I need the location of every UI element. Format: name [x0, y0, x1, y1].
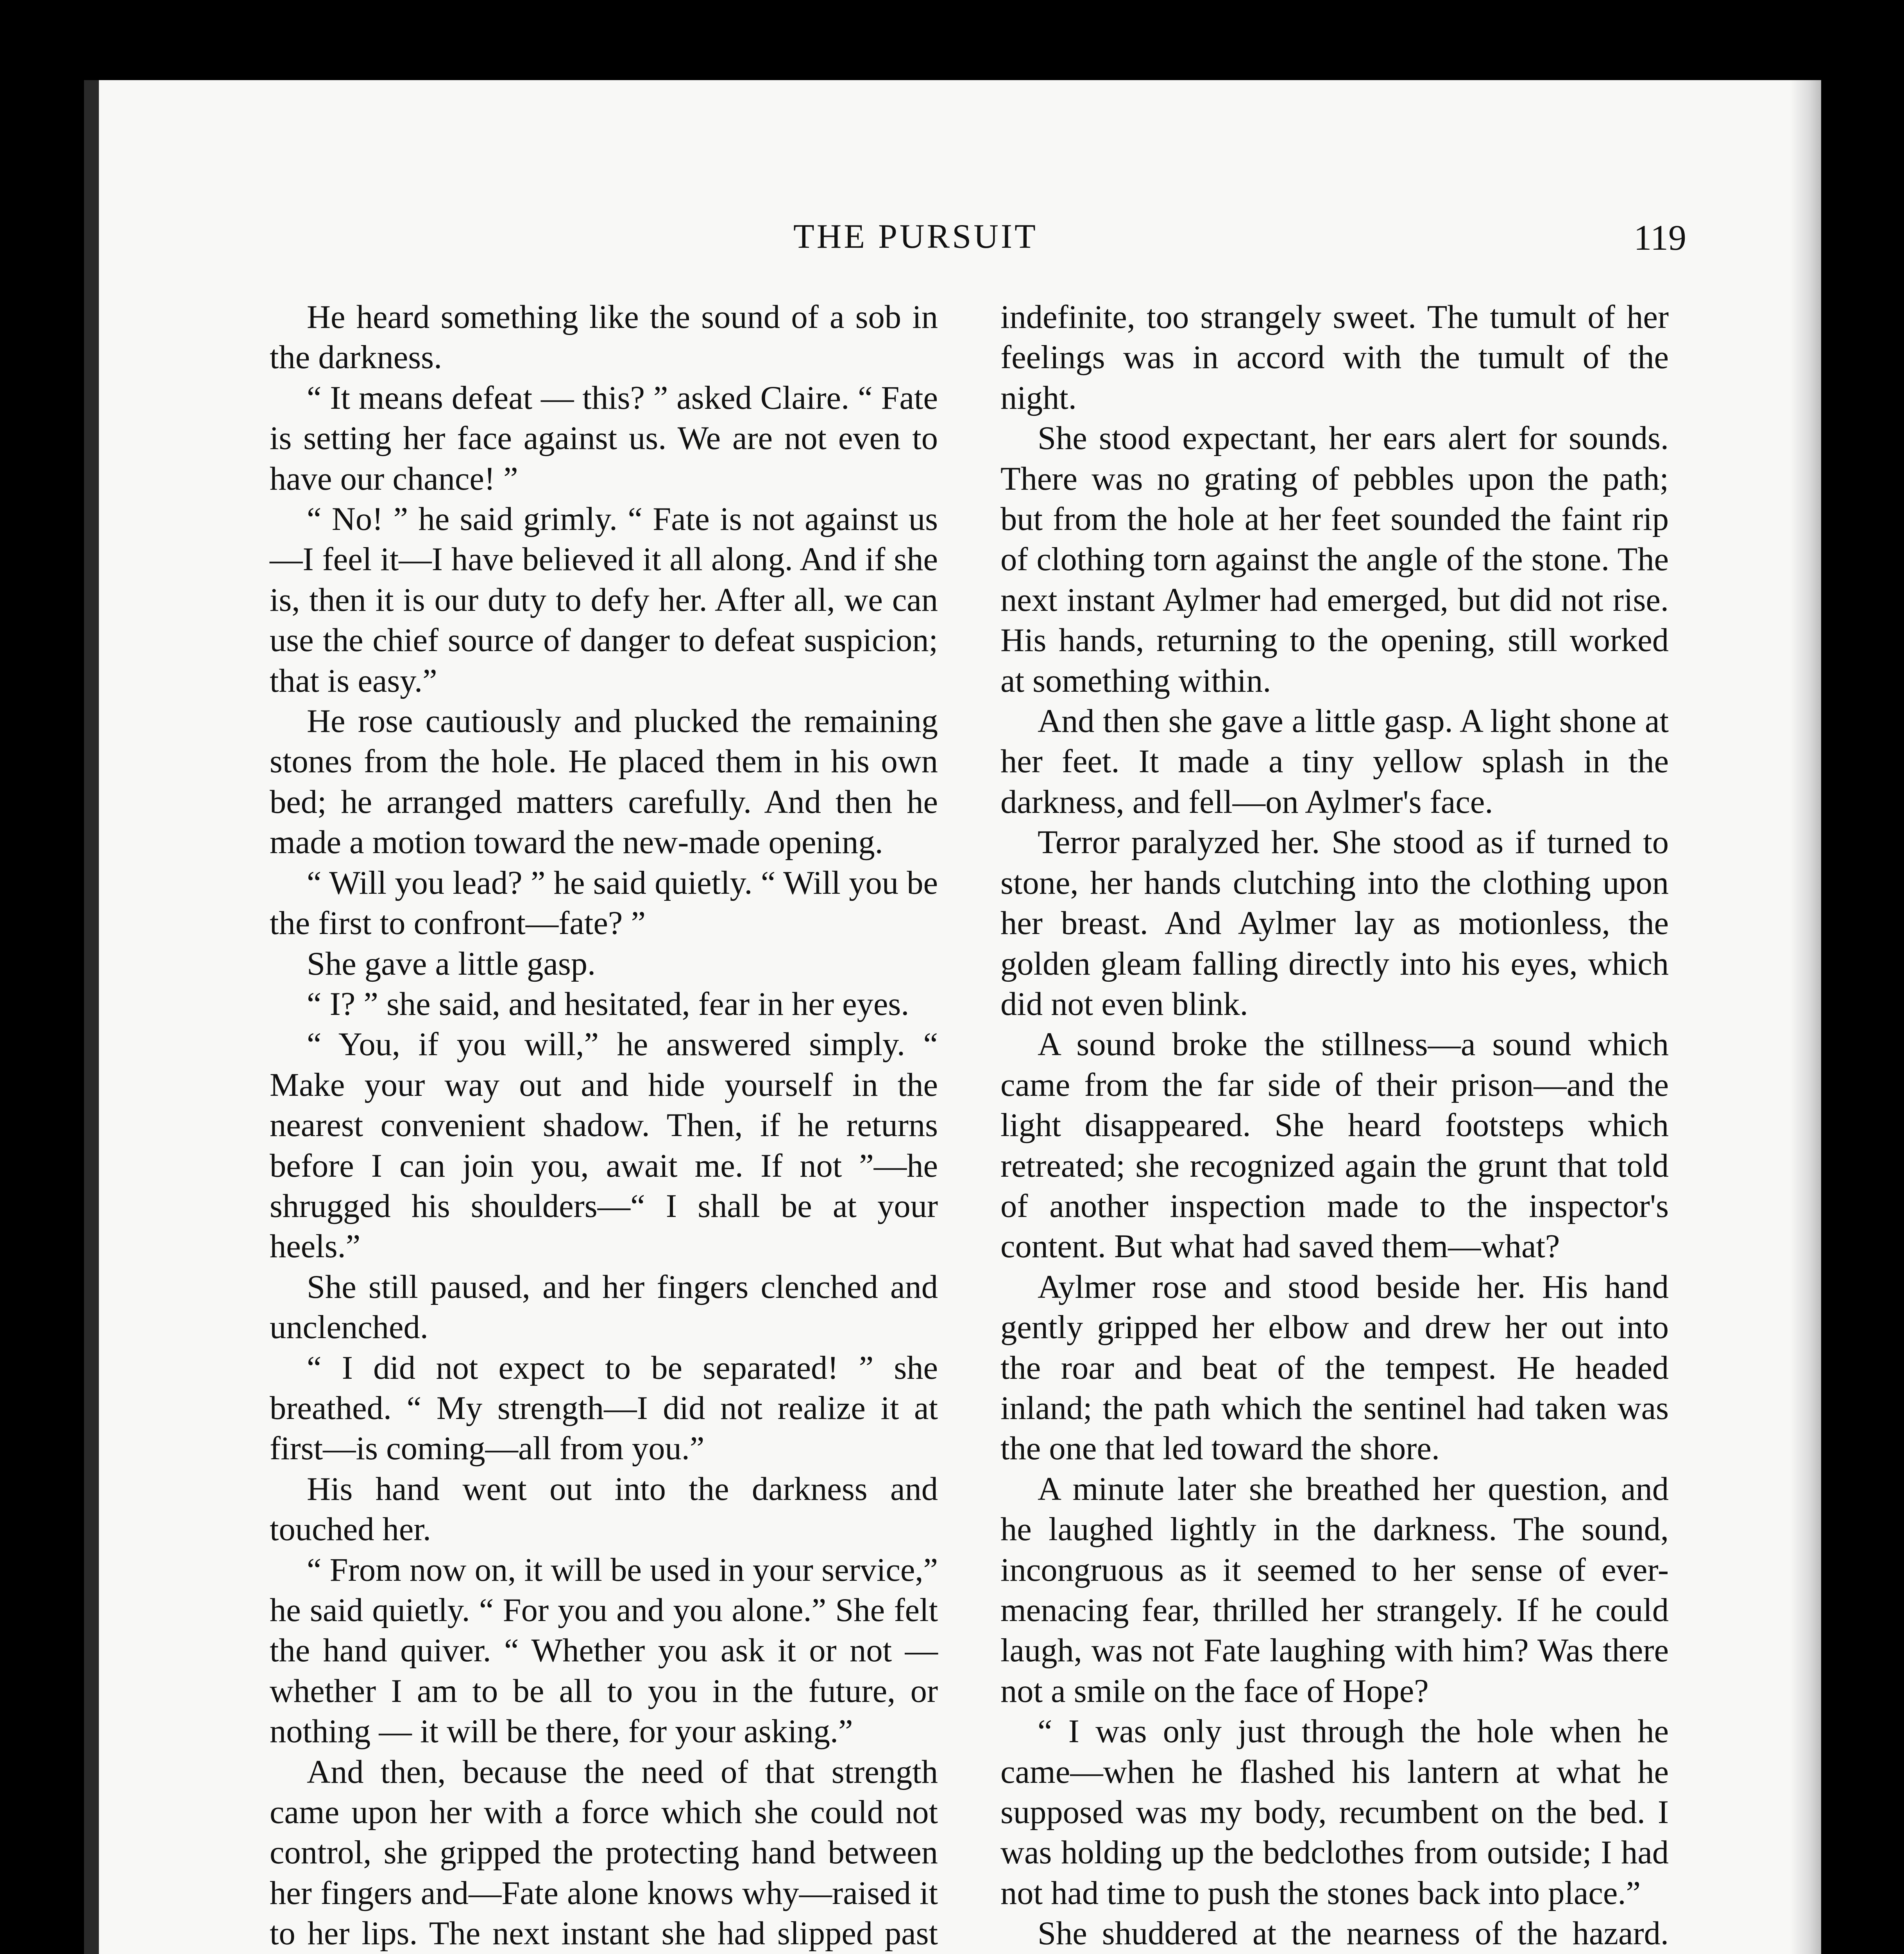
paragraph: “ You, if you will,” he answered simply. “ Make your way out and hide yourself in the nearest convenient shadow. Then, if he returns before I can join you, await me. If not ”—he shrugged his shoulders—“ I shall be at your heels.”	[270, 1026, 938, 1265]
paragraph: “ I did not expect to be separated! ” she breathed. “ My strength—I did not realize it at first—is coming—all from you.”	[270, 1349, 938, 1467]
paragraph: And then she gave a little gasp. A light shone at her feet. It made a tiny yellow splash in the darkness, and fell—on Aylmer's face.	[1000, 703, 1669, 820]
paragraph: And then, because the need of that strength came upon her with a force which she could not control, she gripped the protecting hand between her fingers and—Fate alone knows why—raised it to her lips. The next instant she had slipped past	[270, 1754, 938, 1952]
paragraph: A minute later she breathed her question, and he laughed lightly in the darkness. The sound, incongruous as it seemed to her sense of ever-menacing fear, thrilled her strangely. If he could laugh, was not Fate laughing with him? Was there not a smile on the face of Hope?	[1000, 1471, 1669, 1709]
paragraph: “ From now on, it will be used in your service,” he said quietly. “ For you and you alone.” She felt the hand quiver. “ Whether you ask it or not — whether I am to be all to you in the future, or nothing — it will be there, for your asking.”	[270, 1551, 938, 1750]
paragraph: She stood expectant, her ears alert for sounds. There was no grating of pebbles upon the path; but from the hole at her feet sounded the faint rip of clothing torn against the angle of the stone. The next instant Aylmer had emerged, but did not rise. His hands, returning to the opening, still worked at something within.	[1000, 420, 1669, 699]
page-edge-shadow	[1790, 80, 1821, 1954]
paragraph: He rose cautiously and plucked the remaining stones from the hole. He placed them in his own bed; he arranged matters carefully. And then he made a motion toward the new-made opening.	[270, 703, 938, 861]
page-number: 119	[1634, 218, 1686, 258]
right-column	[1000, 297, 1669, 1954]
left-column	[270, 297, 938, 1954]
paragraph: She still paused, and her fingers clenched and unclenched.	[270, 1269, 938, 1346]
running-head: THE PURSUIT	[793, 218, 1038, 256]
page-header	[270, 217, 1686, 260]
paragraph-continuation: indefinite, too strangely sweet. The tumult of her feelings was in accord with the tumult of the night.	[1000, 299, 1669, 416]
page-gutter-shadow	[84, 80, 99, 1954]
paragraph: She gave a little gasp.	[307, 945, 596, 982]
paragraph: “ It means defeat — this? ” asked Claire. “ Fate is setting her face against us. We are not even to have our chance! ”	[270, 379, 938, 497]
paragraph: A sound broke the stillness—a sound which came from the far side of their prison—and the light disappeared. She heard footsteps which retreated; she recognized again the grunt that told of another inspection made to the inspector's content. But what had saved them—what?	[1000, 1026, 1669, 1265]
paragraph: “ I? ” she said, and hesitated, fear in her eyes.	[307, 986, 909, 1022]
paragraph: His hand went out into the darkness and touched her.	[270, 1471, 938, 1548]
paragraph: She shuddered at the nearness of the hazard.	[1038, 1915, 1669, 1952]
paragraph: “ Will you lead? ” he said quietly. “ Will you be the first to confront—fate? ”	[270, 864, 938, 942]
paragraph: Terror paralyzed her. She stood as if turned to stone, her hands clutching into the clothing upon her breast. And Aylmer lay as motionless, the golden gleam falling directly into his eyes, which did not even blink.	[1000, 824, 1669, 1022]
paragraph: Aylmer rose and stood beside her. His hand gently gripped her elbow and drew her out into the roar and beat of the tempest. He headed inland; the path which the sentinel had taken was the one that led toward the shore.	[1000, 1269, 1669, 1467]
paragraph: He heard something like the sound of a sob in the darkness.	[270, 299, 938, 376]
paragraph: “ I was only just through the hole when he came—when he flashed his lantern at what he supposed was my body, recumbent on the bed. I was holding up the bedclothes from outside; I had not had time to push the stones back into place.”	[1000, 1713, 1669, 1911]
paragraph: “ No! ” he said grimly. “ Fate is not against us—I feel it—I have believed it all along. And if she is, then it is our duty to defy her. After all, we can use the chief source of danger to defeat suspicion; that is easy.”	[270, 501, 938, 699]
